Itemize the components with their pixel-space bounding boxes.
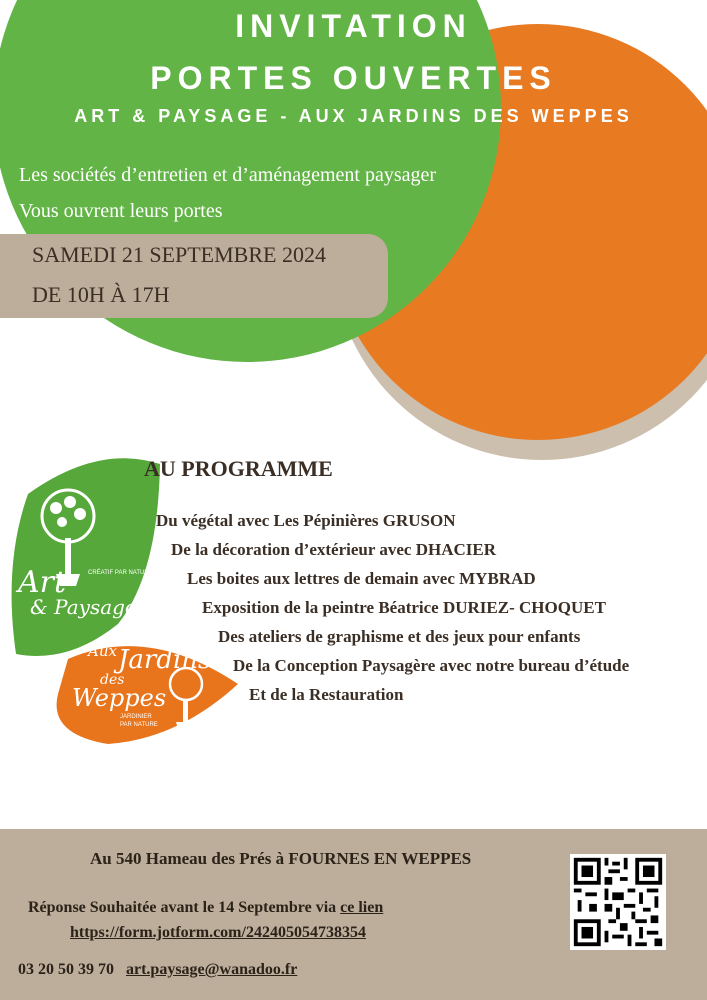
logo-weppes-text: Weppes: [72, 684, 167, 712]
title-portes-ouvertes: PORTES OUVERTES: [150, 60, 557, 96]
email-link[interactable]: art.paysage@wanadoo.fr: [126, 961, 298, 978]
program-item: Du végétal avec Les Pépinières GRUSON: [156, 511, 456, 530]
title-invitation: INVITATION: [235, 8, 472, 44]
logo-art-text: Art: [18, 565, 67, 600]
logo-paysage-text: & Paysage: [30, 595, 137, 619]
subtitle-companies: ART & PAYSAGE - AUX JARDINS DES WEPPES: [74, 106, 633, 126]
logo-aux-text: Aux: [88, 642, 117, 660]
logo-par-nature-tagline: PAR NATURE: [120, 722, 158, 728]
intro-line-1: Les sociétés d’entretien et d’aménagement paysager: [19, 164, 437, 186]
program-item: Les boites aux lettres de demain avec MYBRAD: [187, 569, 536, 588]
qr-code-icon[interactable]: [570, 854, 666, 950]
program-item: Des ateliers de graphisme et des jeux pour enfants: [218, 627, 581, 646]
program-item: Et de la Restauration: [249, 685, 404, 704]
program-title: AU PROGRAMME: [144, 456, 333, 481]
jardins-weppes-logo: [57, 642, 238, 744]
event-date: SAMEDI 21 SEPTEMBRE 2024: [32, 242, 326, 267]
logo-art-tagline: CRÉATIF PAR NATURE: [88, 570, 153, 576]
form-url-link[interactable]: https://form.jotform.com/242405054738354: [70, 924, 366, 941]
intro-line-2: Vous ouvrent leurs portes: [19, 200, 223, 222]
logo-des-text: des: [100, 672, 125, 688]
rsvp-link[interactable]: ce lien: [340, 899, 384, 916]
date-box: [0, 234, 388, 318]
logo-jardins-text: Jardins: [118, 645, 212, 675]
program-item: De la Conception Paysagère avec notre bureau d’étude: [233, 656, 630, 675]
rsvp-text: Réponse Souhaitée avant le 14 Septembre via: [28, 899, 341, 916]
event-hours: DE 10H À 17H: [32, 282, 170, 307]
program-item: Exposition de la peintre Béatrice DURIEZ- CHOQUET: [202, 598, 606, 617]
contact-line: [18, 961, 297, 979]
phone-number: 03 20 50 39 70: [18, 961, 114, 978]
art-paysage-logo: [12, 458, 160, 656]
program-item: De la décoration d’extérieur avec DHACIER: [171, 540, 496, 559]
address: Au 540 Hameau des Prés à FOURNES EN WEPPES: [90, 849, 472, 868]
logo-jardinier-tagline: JARDINIER: [120, 714, 152, 720]
rsvp-line: [28, 899, 383, 917]
